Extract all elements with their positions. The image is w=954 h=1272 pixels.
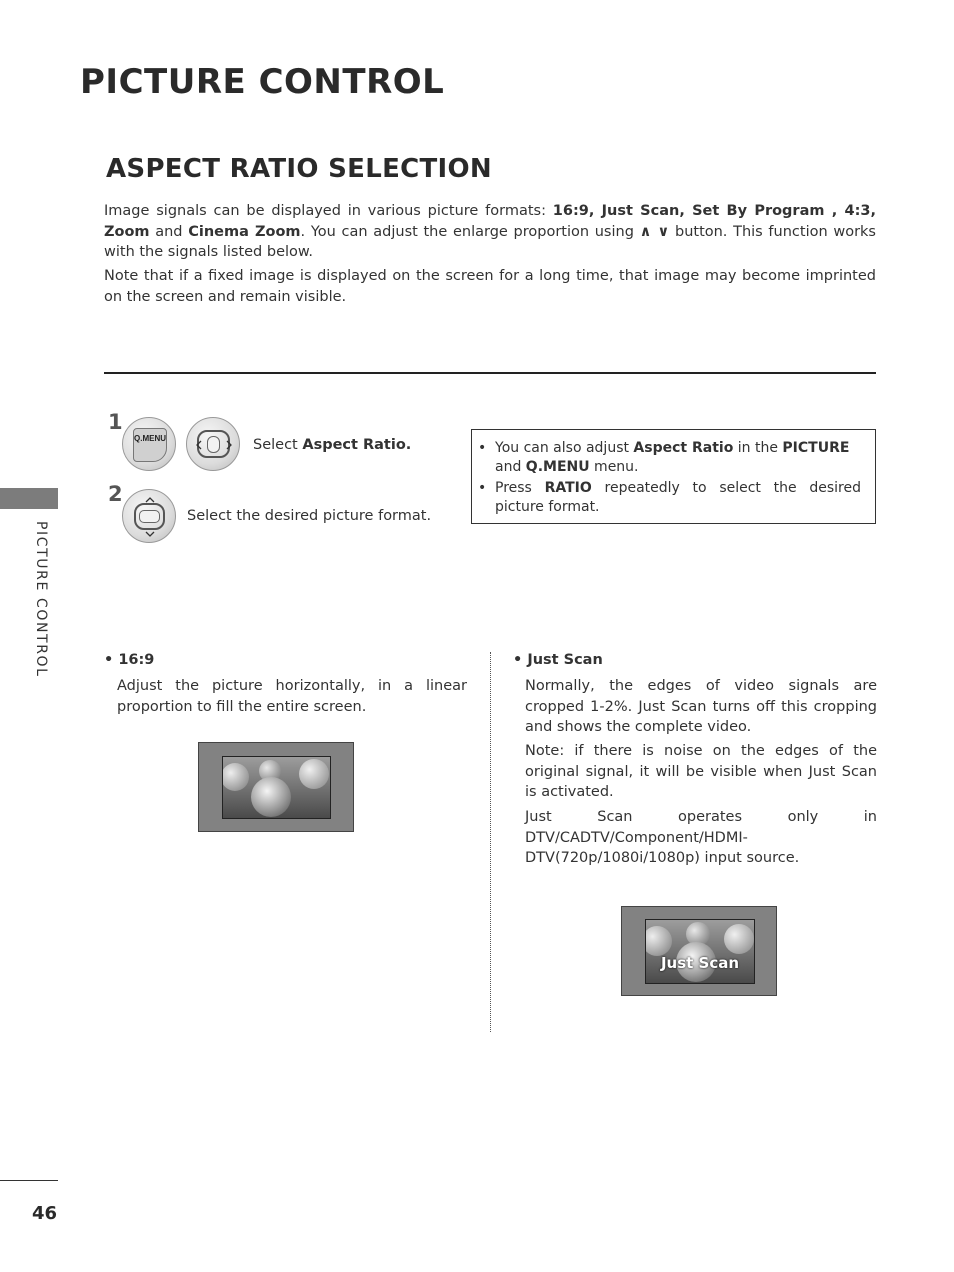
section-title: ASPECT RATIO SELECTION [106,154,492,184]
side-tab-label: PICTURE CONTROL [33,521,49,678]
intro-paragraph: Image signals can be displayed in various picture formats: 16:9, Just Scan, Set By Program , 4:3, Zoom and Cinema Zoom. You can adjust the enlarge proportion using ∧ ∨ button. This function works with the signals listed below. [104,203,876,260]
tv-screen-16-9 [222,756,331,819]
note-item: • You can also adjust Aspect Ratio in the PICTURE and Q.MENU menu. [478,440,850,475]
footer-rule [0,1180,58,1181]
up-down-arrows-icon [123,490,177,544]
side-tab [0,488,58,509]
tv-preview-16-9 [198,742,354,832]
tv-preview-just-scan [621,906,777,996]
format-heading-just-scan: • Just Scan [513,652,603,668]
up-down-button-icon [122,489,176,543]
page-title: PICTURE CONTROL [80,62,445,102]
step-number-1: 1 [108,410,123,434]
just-scan-paragraph-1: Normally, the edges of video signals are cropped 1-2%. Just Scan turns off this cropping and shows the complete video. [525,678,877,735]
note-item: • Press RATIO repeatedly to select the desired picture format. [478,480,861,515]
section-divider [104,372,876,374]
format-heading-16-9: • 16:9 [104,652,155,668]
left-right-arrows-icon [187,418,241,472]
format-list: 16:9, Just Scan, Set By Program , 4:3, Zoom [104,203,876,240]
tv-screen-just-scan [645,919,755,984]
column-divider [490,652,491,1032]
left-right-button-icon [186,417,240,471]
aspect-ratio-label: Aspect Ratio. [302,437,412,453]
page-number: 46 [32,1203,58,1224]
just-scan-overlay-label: Just Scan [660,954,740,972]
step-2-text: Select the desired picture format. [187,508,432,524]
format-description-16-9: Adjust the picture horizontally, in a linear proportion to fill the entire screen. [117,678,467,715]
just-scan-paragraph-3: Just Scan operates only in DTV/CADTV/Component/HDMI-DTV(720p/1080i/1080p) input source. [525,809,877,866]
arrow-buttons-icon: ∧ ∨ [639,223,670,240]
cinema-zoom-label: Cinema Zoom [188,223,301,240]
notes-box [471,429,876,524]
step-number-2: 2 [108,482,123,506]
note-paragraph: Note that if a fixed image is displayed on the screen for a long time, that image may become imprinted on the screen and remain visible. [104,268,876,305]
qmenu-button-label: Q.MENU [134,434,166,443]
just-scan-paragraph-2: Note: if there is noise on the edges of the original signal, it will be visible when Just Scan is activated. [525,743,877,800]
qmenu-button-icon [122,417,176,471]
step-1-text: Select Aspect Ratio. [253,437,412,453]
